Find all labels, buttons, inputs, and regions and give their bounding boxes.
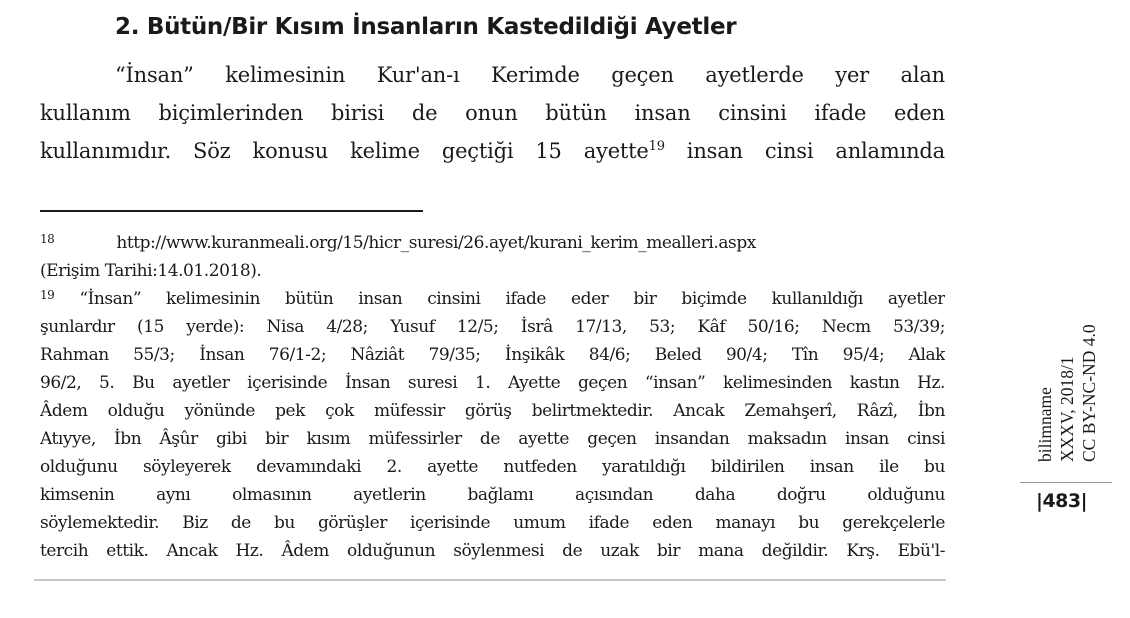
body-text-segment: kullanımıdır. Söz konusu kelime geçtiği 15 ayette [40, 139, 649, 163]
sidebar-rule [1020, 482, 1112, 483]
body-line: kullanım biçimlerinden birisi de onun bütün insan cinsini ifade eden [40, 101, 945, 125]
footnote-line: olduğunu söyleyerek devamındaki 2. ayette nutfeden yaratıldığı bildirilen insan ile bu [40, 457, 945, 477]
journal-info [1034, 324, 1100, 462]
footnote-line: Rahman 55/3; İnsan 76/1-2; Nâziât 79/35; İnşikâk 84/6; Beled 90/4; Tîn 95/4; Alak [40, 345, 945, 365]
body-line: “İnsan” kelimesinin Kur'an-ı Kerimde geçen ayetlerde yer alan [115, 63, 945, 87]
footnote-line [40, 285, 945, 313]
footnote-line: Atıyye, İbn Âşûr gibi bir kısım müfessirler de ayette geçen insandan maksadın insan cinsi [40, 429, 945, 449]
footnote-line: şunlardır (15 yerde): Nisa 4/28; Yusuf 12/5; İsrâ 17/13, 53; Kâf 50/16; Necm 53/39; [40, 317, 945, 337]
footnote-reference[interactable]: 19 [648, 139, 665, 154]
footnote-number: 18 [40, 232, 55, 246]
footnote-line: 96/2, 5. Bu ayetler içerisinde İnsan suresi 1. Ayette geçen “insan” kelimesinden kastın Hz. [40, 373, 945, 393]
page-number: |483| [1036, 490, 1088, 512]
section-heading: 2. Bütün/Bir Kısım İnsanların Kastedildiği Ayetler [115, 14, 737, 40]
footnote-line [40, 229, 945, 257]
footnote-line: (Erişim Tarihi:14.01.2018). [40, 261, 262, 281]
journal-name: bilimname [1035, 387, 1055, 462]
footnote-line: Âdem olduğu yönünde pek çok müfessir görüş belirtmektedir. Ancak Zemahşerî, Râzî, İbn [40, 401, 945, 421]
body-paragraph [40, 56, 945, 170]
journal-issue: XXXV, 2018/1 [1057, 356, 1077, 462]
footnote-url-link[interactable]: http://www.kuranmeali.org/15/hicr_suresi/26.ayet/kurani_kerim_mealleri.aspx [116, 233, 756, 253]
footnote-text: “İnsan” kelimesinin bütün insan cinsini ifade eder bir biçimde kullanıldığı ayetler [54, 289, 945, 309]
body-line [40, 132, 945, 170]
page-bottom-rule [34, 579, 946, 581]
footnote-line: tercih ettik. Ancak Hz. Âdem olduğunun söylenmesi de uzak bir mana değildir. Krş. Ebü'l- [40, 541, 945, 561]
footnotes [40, 229, 945, 565]
license-label: CC BY-NC-ND 4.0 [1079, 324, 1099, 462]
body-text-segment: insan cinsi anlamında [664, 139, 945, 163]
footnote-separator [40, 210, 423, 212]
footnote-line: söylemektedir. Biz de bu görüşler içerisinde umum ifade eden manayı bu gerekçelerle [40, 513, 945, 533]
footnote-number: 19 [40, 288, 55, 302]
footnote-line: kimsenin aynı olmasının ayetlerin bağlamı açısından daha doğru olduğunu [40, 485, 945, 505]
